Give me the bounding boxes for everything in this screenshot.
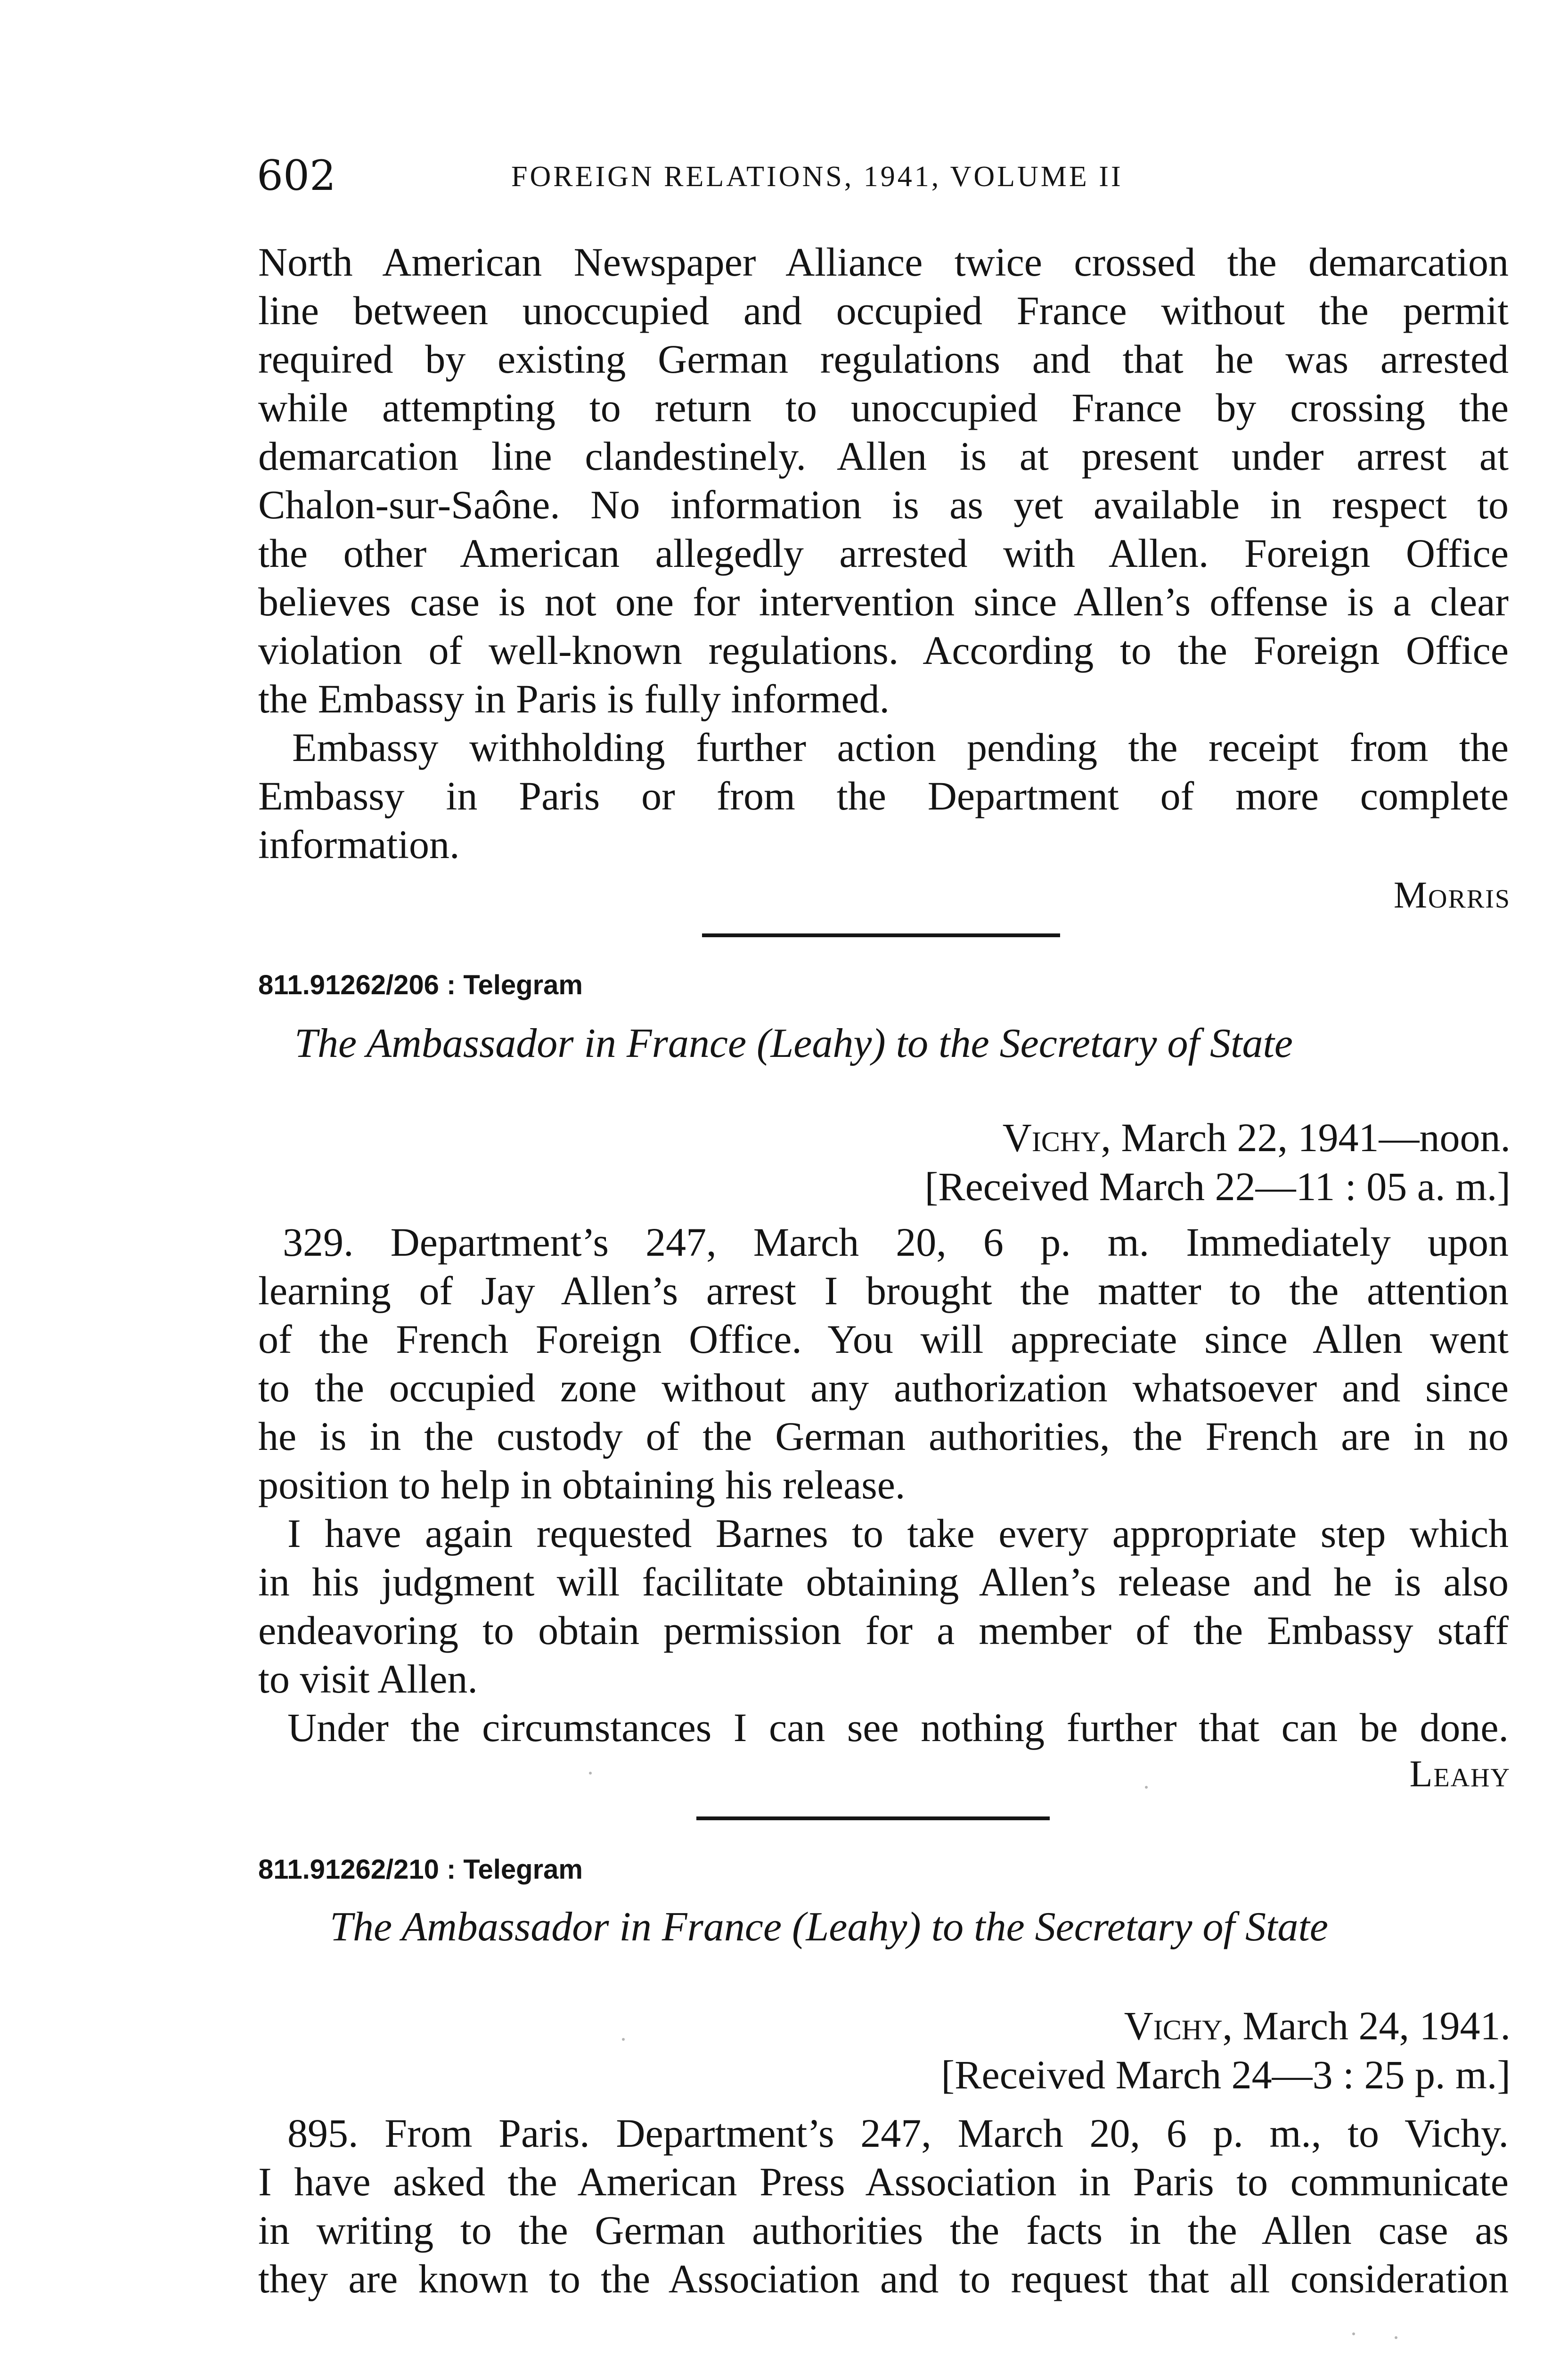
body-line: in his judgment will facilitate obtaining Allen’s release and he is also <box>258 1559 1509 1604</box>
body-line: endeavoring to obtain permission for a member of the Embassy staff <box>258 1608 1509 1653</box>
body-line: Embassy withholding further action pending the receipt from the <box>292 725 1509 770</box>
document-title: The Ambassador in France (Leahy) to the Secretary of State <box>294 1021 1293 1066</box>
signature-morris: Morris <box>1393 875 1511 916</box>
body-line: the other American allegedly arrested with Allen. Foreign Office <box>258 531 1509 576</box>
body-line: learning of Jay Allen’s arrest I brought the matter to the attention <box>258 1268 1509 1313</box>
body-line: in writing to the German authorities the facts in the Allen case as <box>258 2208 1509 2253</box>
dateline-date: , March 22, 1941—noon. <box>1101 1115 1511 1160</box>
received-note: [Received March 22—11 : 05 a. m.] <box>924 1164 1511 1209</box>
body-line: I have again requested Barnes to take every appropriate step which <box>287 1511 1509 1556</box>
body-line: the Embassy in Paris is fully informed. <box>258 676 890 721</box>
file-reference: 811.91262/210 : Telegram <box>258 1854 583 1885</box>
scan-speck <box>1395 2336 1397 2339</box>
body-line: they are known to the Association and to request that all consideration <box>258 2256 1509 2301</box>
scan-speck <box>1352 2332 1355 2335</box>
body-line: demarcation line clandestinely. Allen is at present under arrest at <box>258 434 1509 479</box>
file-reference: 811.91262/206 : Telegram <box>258 970 583 1000</box>
body-line: of the French Foreign Office. You will appreciate since Allen went <box>258 1317 1509 1362</box>
document-title: The Ambassador in France (Leahy) to the Secretary of State <box>330 1904 1328 1950</box>
dateline <box>1003 1113 1511 1162</box>
body-line: position to help in obtaining his release. <box>258 1462 906 1507</box>
body-line: 329. Department’s 247, March 20, 6 p. m. Immediately upon <box>283 1219 1509 1265</box>
body-line: I have asked the American Press Association in Paris to communicate <box>258 2159 1509 2204</box>
body-line: information. <box>258 822 460 867</box>
section-divider <box>702 933 1060 937</box>
running-head: FOREIGN RELATIONS, 1941, VOLUME II <box>511 161 1123 193</box>
body-line: he is in the custody of the German authorities, the French are in no <box>258 1414 1509 1459</box>
page-number: 602 <box>257 151 336 200</box>
body-line: line between unoccupied and occupied France without the permit <box>258 288 1509 333</box>
dateline <box>1124 2001 1511 2050</box>
dateline-date: , March 24, 1941. <box>1222 2003 1511 2048</box>
scan-speck <box>1145 1786 1148 1789</box>
body-line: Under the circumstances I can see nothing further that can be done. <box>287 1705 1509 1750</box>
dateline-place: Vichy <box>1124 2003 1223 2048</box>
signature-leahy: Leahy <box>1409 1753 1511 1795</box>
body-line: Chalon-sur-Saône. No information is as yet available in respect to <box>258 482 1509 527</box>
body-line: to the occupied zone without any authorization whatsoever and since <box>258 1365 1509 1410</box>
scan-speck <box>622 2038 625 2041</box>
received-note: [Received March 24—3 : 25 p. m.] <box>941 2052 1511 2097</box>
body-line: North American Newspaper Alliance twice crossed the demarcation <box>258 239 1509 285</box>
page-header <box>257 150 1510 202</box>
body-line: 895. From Paris. Department’s 247, March 20, 6 p. m., to Vichy. <box>287 2111 1509 2156</box>
section-divider <box>696 1816 1050 1820</box>
scan-speck <box>589 1772 592 1775</box>
dateline-place: Vichy <box>1002 1115 1101 1160</box>
body-line: Embassy in Paris or from the Department of more complete <box>258 773 1509 818</box>
body-line: while attempting to return to unoccupied France by crossing the <box>258 385 1509 430</box>
body-line: believes case is not one for intervention since Allen’s offense is a clear <box>258 579 1509 624</box>
body-line: required by existing German regulations and that he was arrested <box>258 336 1509 382</box>
body-line: to visit Allen. <box>258 1656 478 1702</box>
body-line: violation of well-known regulations. According to the Foreign Office <box>258 628 1509 673</box>
